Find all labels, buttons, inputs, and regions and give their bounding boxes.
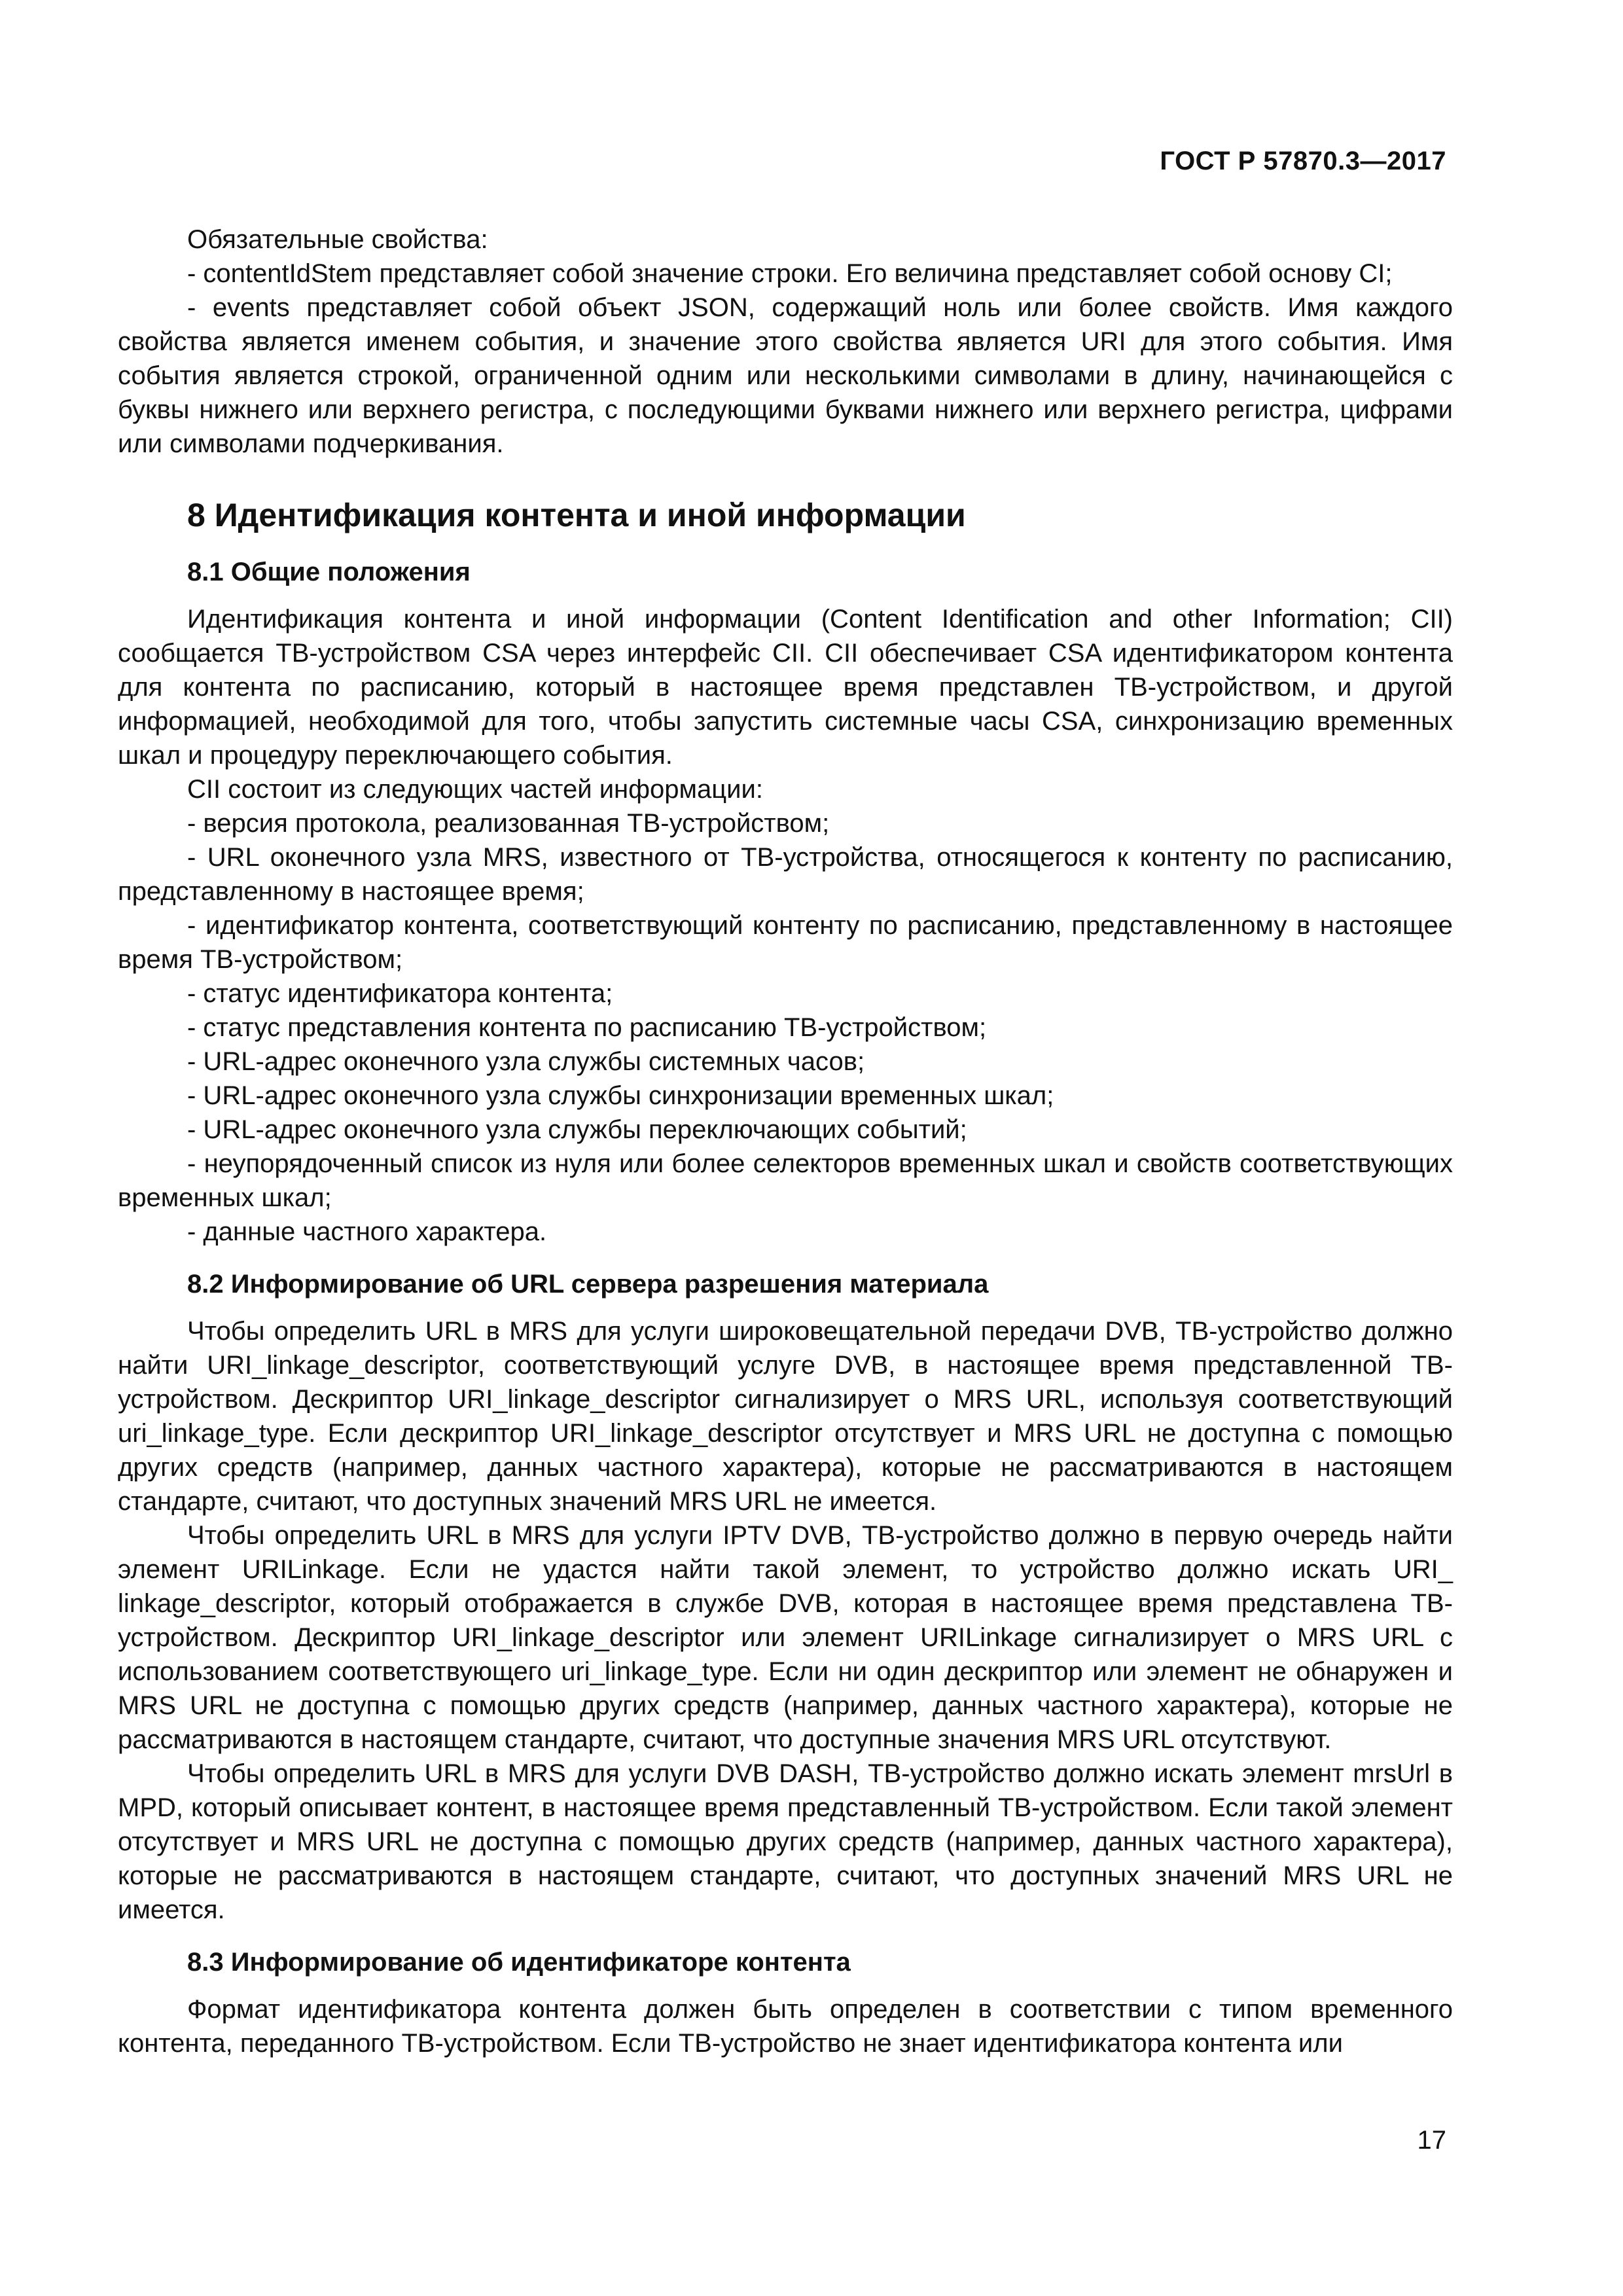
subsection-8-3-heading: 8.3 Информирование об идентификаторе контента <box>187 1948 851 1977</box>
list-item: - URL-адрес оконечного узла службы системных часов; <box>187 1047 865 1076</box>
paragraph: Чтобы определить URL в MRS для услуги IPTV DVB, ТВ-устройство должно в первую очередь найти элемент URILinkage. Если не удастся найти такой элемент, то устройство должно искать URI_ linkage_descriptor, который отображается в службе DVB, которая в настоящее время представлена ТВ-устройством. Дескриптор URI_linkage_descriptor или элемент URILinkage сигнализирует о MRS URL с использованием соответствующего uri_linkage_type. Если ни один дескриптор или элемент не обнаружен и MRS URL не доступна с помощью других средств (например, данных частного характера), которые не рассматриваются в настоящем стандарте, считают, что доступные значения MRS URL отсутствуют. <box>118 1521 1453 1754</box>
list-item: - неупорядоченный список из нуля или более селекторов временных шкал и свойств соответствующих временных шкал; <box>118 1149 1453 1212</box>
page-body <box>118 223 1453 2060</box>
document-id-header: ГОСТ Р 57870.3—2017 <box>1160 147 1446 175</box>
subsection-8-1-heading: 8.1 Общие положения <box>187 558 471 586</box>
list-item: - статус идентификатора контента; <box>187 979 613 1008</box>
subsection-8-2-heading: 8.2 Информирование об URL сервера разрешения материала <box>187 1270 989 1299</box>
list-item: - URL оконечного узла MRS, известного от ТВ-устройства, относящегося к контенту по расписанию, представленному в настоящее время; <box>118 843 1453 906</box>
list-item: - идентификатор контента, соответствующий контенту по расписанию, представленному в настоящее время ТВ-устройством; <box>118 911 1453 974</box>
page-number: 17 <box>1417 2126 1446 2155</box>
intro-paragraph: - events представляет собой объект JSON, содержащий ноль или более свойств. Имя каждого свойства является именем события, и значение этого свойства является URI для этого события. Имя события является строкой, ограниченной одним или несколькими символами в длину, начинающейся с буквы нижнего или верхнего регистра, с последующими буквами нижнего или верхнего регистра, цифрами или символами подчеркивания. <box>118 293 1453 458</box>
list-item: - версия протокола, реализованная ТВ-устройством; <box>187 809 830 838</box>
paragraph: Формат идентификатора контента должен быть определен в соответствии с типом временного контента, переданного ТВ-устройством. Если ТВ-устройство не знает идентификатора контента или <box>118 1995 1453 2058</box>
list-item: - URL-адрес оконечного узла службы переключающих событий; <box>187 1115 967 1144</box>
paragraph: Чтобы определить URL в MRS для услуги DVB DASH, ТВ-устройство должно искать элемент mrsUrl в MPD, который описывает контент, в настоящее время представленный ТВ-устройством. Если такой элемент отсутствует и MRS URL не доступна с помощью других средств (например, данных частного характера), которые не рассматриваются в настоящем стандарте, считают, что доступных значений MRS URL не имеется. <box>118 1759 1453 1924</box>
section-8-heading: 8 Идентификация контента и иной информации <box>187 497 966 533</box>
list-item: - статус представления контента по расписанию ТВ-устройством; <box>187 1013 987 1042</box>
intro-paragraph: Обязательные свойства: <box>187 225 488 254</box>
intro-paragraph: - contentIdStem представляет собой значение строки. Его величина представляет собой основу CI; <box>187 259 1393 288</box>
paragraph: CII состоит из следующих частей информации: <box>187 775 763 804</box>
list-item: - данные частного характера. <box>187 1217 547 1246</box>
paragraph: Идентификация контента и иной информации (Content Identification and other Information; CII) сообщается ТВ-устройством CSA через интерфейс CII. CII обеспечивает CSA идентификатором контента для контента по расписанию, который в настоящее время представлен ТВ-устройством, и другой информацией, необходимой для того, чтобы запустить системные часы CSA, синхронизацию временных шкал и процедуру переключающего события. <box>118 605 1453 770</box>
paragraph: Чтобы определить URL в MRS для услуги широковещательной передачи DVB, ТВ-устройство должно найти URI_linkage_descriptor, соответствующий услуге DVB, в настоящее время представленной ТВ-устройством. Дескриптор URI_linkage_descriptor сигнализирует о MRS URL, используя соответствующий uri_linkage_type. Если дескриптор URI_linkage_descriptor отсутствует и MRS URL не доступна с помощью других средств (например, данных частного характера), которые не рассматриваются в настоящем стандарте, считают, что доступных значений MRS URL не имеется. <box>118 1317 1453 1516</box>
list-item: - URL-адрес оконечного узла службы синхронизации временных шкал; <box>187 1081 1054 1110</box>
